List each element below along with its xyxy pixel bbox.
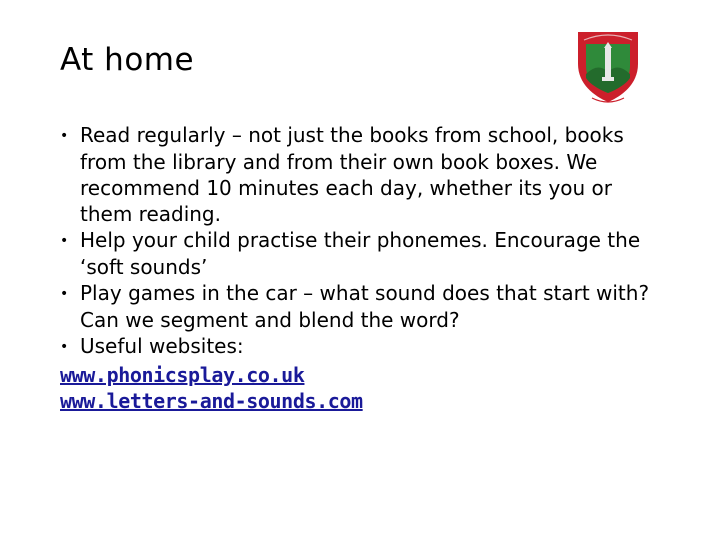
bullet-item — [60, 333, 660, 360]
school-crest-icon — [566, 22, 650, 106]
link-phonicsplay[interactable]: www.phonicsplay.co.uk — [60, 363, 305, 387]
slide-title: At home — [60, 42, 195, 78]
bullet-icon: • — [60, 128, 69, 144]
link-letters-and-sounds[interactable]: www.letters-and-sounds.com — [60, 389, 363, 413]
website-links — [60, 362, 660, 414]
bullet-item — [60, 122, 660, 227]
bullet-icon: • — [60, 339, 69, 355]
bullet-icon: • — [60, 286, 69, 302]
bullet-item — [60, 280, 660, 333]
bullet-text: Useful websites: — [80, 334, 244, 358]
bullet-icon: • — [60, 233, 69, 249]
slide-content — [60, 122, 660, 414]
bullet-item — [60, 227, 660, 280]
bullet-text: Read regularly – not just the books from school, books from the library and from their own book boxes. We recommend 10 minutes each day, whether its you or them reading. — [80, 123, 624, 226]
bullet-text: Play games in the car – what sound does that start with? Can we segment and blend the word? — [80, 281, 650, 332]
bullet-text: Help your child practise their phonemes. Encourage the ‘soft sounds’ — [80, 228, 641, 279]
